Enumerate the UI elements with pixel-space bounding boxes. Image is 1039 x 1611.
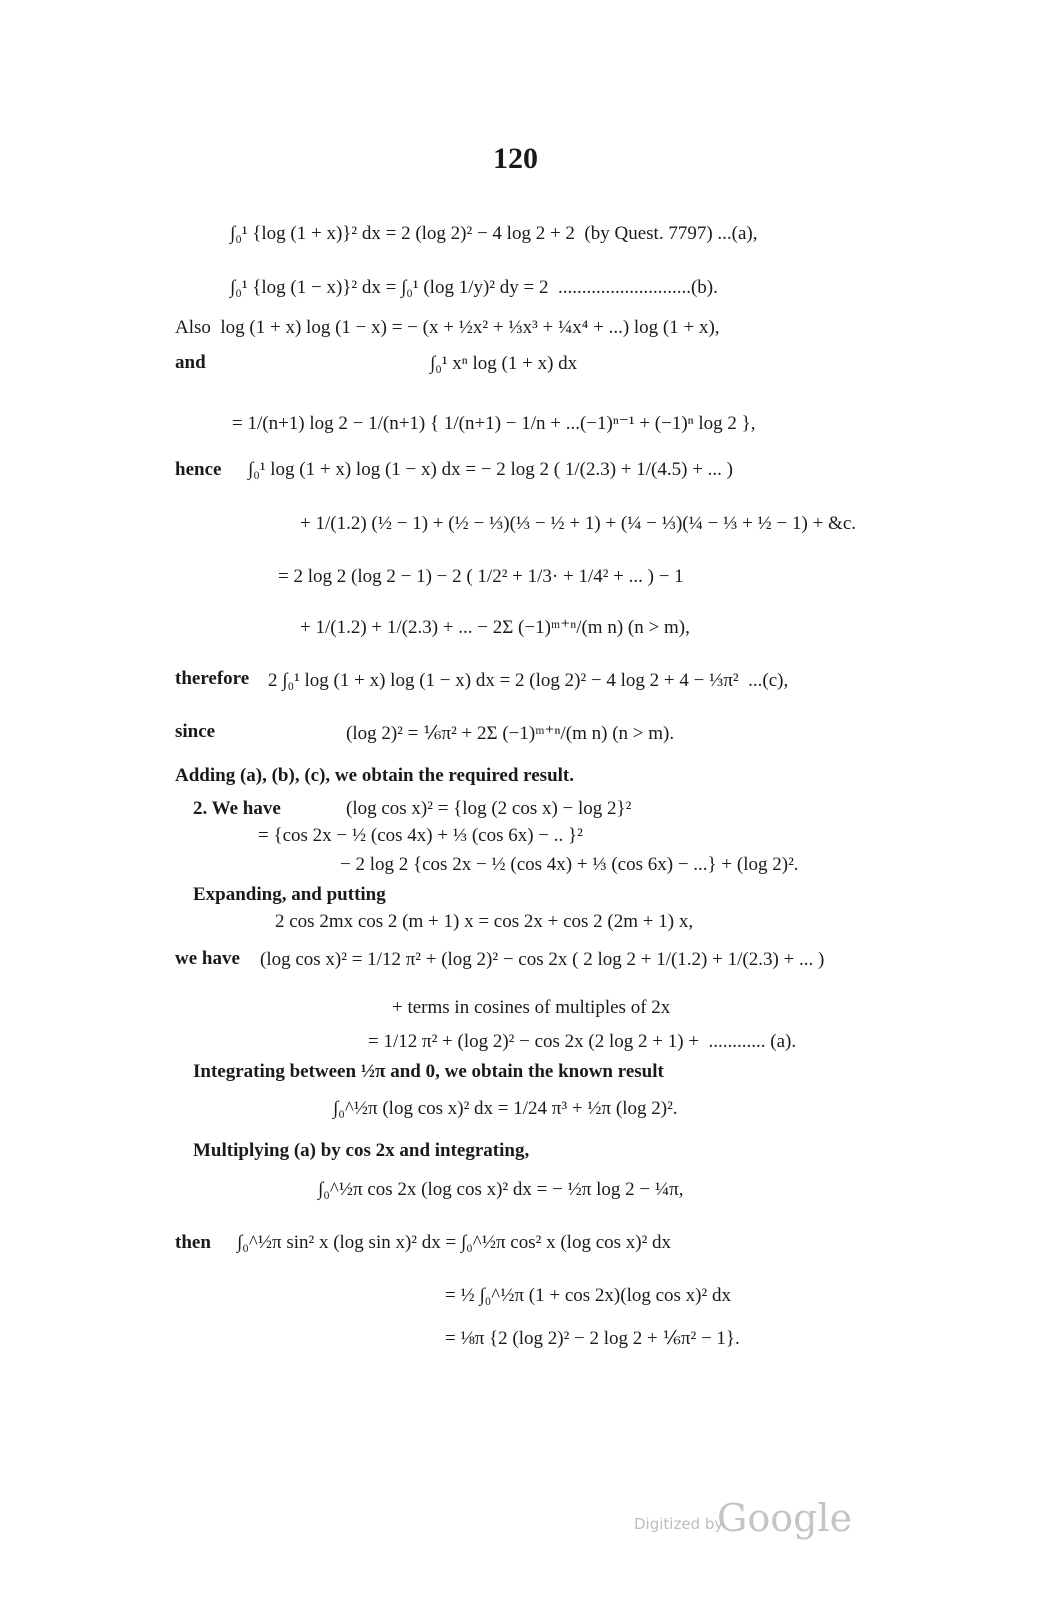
known-result: ∫₀^½π (log cos x)² dx = 1/24 π³ + ½π (log 2)². [333, 1098, 678, 1119]
equation-c: 2 ∫₀¹ log (1 + x) log (1 − x) dx = 2 (log 2)² − 4 log 2 + 4 − ⅓π² ...(c), [268, 670, 789, 691]
word-then: then [175, 1232, 211, 1253]
google-logo: Google [717, 1496, 853, 1540]
hence-integral: ∫₀¹ log (1 + x) log (1 − x) dx = − 2 log 2 ( 1/(2.3) + 1/(4.5) + ... ) [248, 459, 733, 480]
terms-in-cosines: + terms in cosines of multiples of 2x [392, 997, 671, 1018]
logcos-cross: − 2 log 2 {cos 2x − ½ (cos 4x) + ⅓ (cos 6x) − ...} + (log 2)². [340, 854, 799, 875]
integrating-line: Integrating between ½π and 0, we obtain the known result [193, 1061, 664, 1082]
watermark-prefix: Digitized by [634, 1515, 724, 1533]
logcos-equation-a: = 1/12 π² + (log 2)² − cos 2x (2 log 2 + 1) + ............ (a). [368, 1031, 797, 1052]
final-result: = ⅛π {2 (log 2)² − 2 log 2 + ⅙π² − 1}. [445, 1328, 740, 1349]
word-therefore: therefore [175, 668, 250, 689]
page-number: 120 [493, 142, 538, 175]
equation-a: ∫₀¹ {log (1 + x)}² dx = 2 (log 2)² − 4 log 2 + 2 (by Quest. 7797) ...(a), [230, 223, 758, 244]
adding-line: Adding (a), (b), (c), we obtain the required result. [175, 765, 574, 786]
expanding-line: Expanding, and putting [193, 884, 386, 905]
word-we-have: we have [175, 948, 240, 969]
also-line: Also log (1 + x) log (1 − x) = − (x + ½x² + ⅓x³ + ¼x⁴ + ...) log (1 + x), [175, 317, 720, 338]
cos2x-integral: ∫₀^½π cos 2x (log cos x)² dx = − ½π log 2 − ¼π, [318, 1179, 684, 1200]
equals-line-1: = 2 log 2 (log 2 − 1) − 2 ( 1/2² + 1/3· + 1/4² + ... ) − 1 [278, 566, 684, 587]
logcos-square: = {cos 2x − ½ (cos 4x) + ⅓ (cos 6x) − .. }² [258, 825, 583, 846]
sin-squared-integral: ∫₀^½π sin² x (log sin x)² dx = ∫₀^½π cos² x (log cos x)² dx [237, 1232, 672, 1253]
digitized-watermark [634, 1496, 864, 1546]
integral-xn: ∫₀¹ xⁿ log (1 + x) dx [430, 353, 578, 374]
word-and: and [175, 352, 206, 373]
multiplying-line: Multiplying (a) by cos 2x and integrating, [193, 1140, 530, 1161]
section-2-label: 2. We have [193, 798, 281, 819]
logcos-expansion: (log cos x)² = 1/12 π² + (log 2)² − cos 2x ( 2 log 2 + 1/(1.2) + 1/(2.3) + ... ) [260, 949, 825, 970]
logcos-def: (log cos x)² = {log (2 cos x) − log 2}² [346, 798, 632, 819]
equation-b: ∫₀¹ {log (1 − x)}² dx = ∫₀¹ (log 1/y)² dy = 2 ............................(b). [230, 277, 718, 298]
since-equation: (log 2)² = ⅙π² + 2Σ (−1)ᵐ⁺ⁿ/(m n) (n > m). [346, 723, 675, 744]
equals-line-2: + 1/(1.2) + 1/(2.3) + ... − 2Σ (−1)ᵐ⁺ⁿ/(m n) (n > m), [300, 617, 690, 638]
word-since: since [175, 721, 216, 742]
series-result: = 1/(n+1) log 2 − 1/(n+1) { 1/(n+1) − 1/n + ...(−1)ⁿ⁻¹ + (−1)ⁿ log 2 }, [232, 413, 756, 434]
word-hence: hence [175, 459, 222, 480]
putting-identity: 2 cos 2mx cos 2 (m + 1) x = cos 2x + cos 2 (2m + 1) x, [275, 911, 694, 932]
half-integral: = ½ ∫₀^½π (1 + cos 2x)(log cos x)² dx [445, 1285, 731, 1306]
hence-continued: + 1/(1.2) (½ − 1) + (½ − ⅓)(⅓ − ½ + 1) + (¼ − ⅓)(¼ − ⅓ + ½ − 1) + &c. [300, 513, 857, 534]
